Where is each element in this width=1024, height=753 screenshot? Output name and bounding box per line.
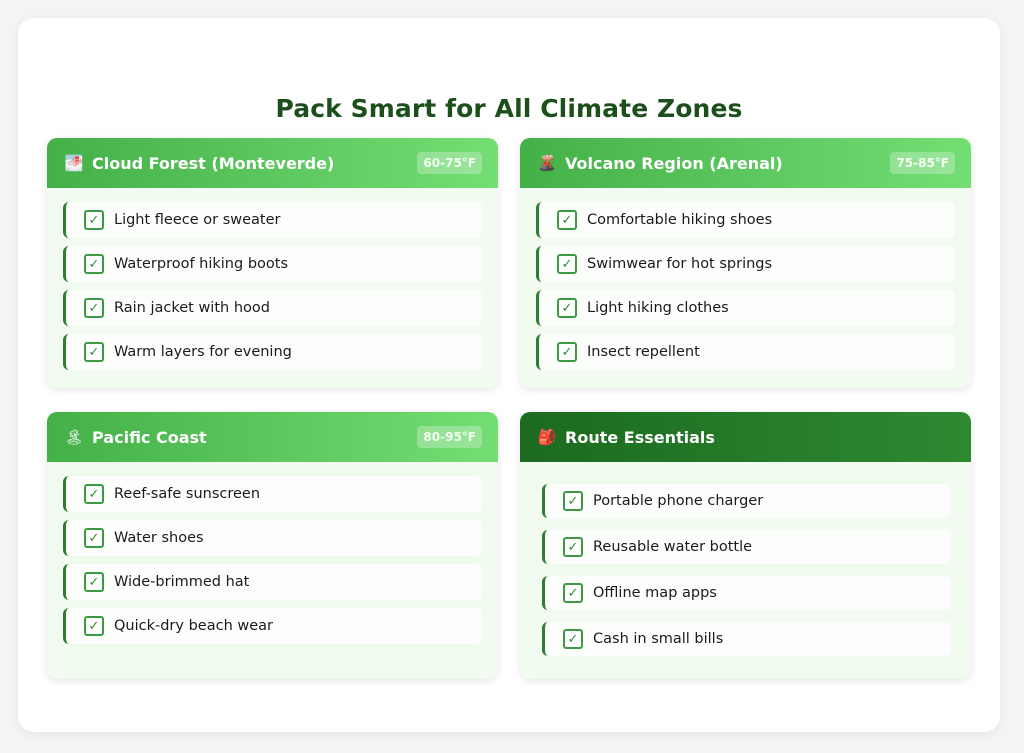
item-label: Portable phone charger [593,493,764,509]
item-label: Warm layers for evening [114,344,292,360]
item-label: Swimwear for hot springs [587,256,773,272]
checklist-item[interactable] [63,608,482,644]
checklist [47,462,498,644]
card-header [47,412,498,462]
temperature-badge: 60-75°F [417,152,482,174]
item-label: Reef-safe sunscreen [114,486,261,502]
item-label: Quick-dry beach wear [114,618,273,634]
checkbox-checked-icon[interactable]: ✓ [84,210,104,230]
checkbox-checked-icon[interactable]: ✓ [84,342,104,362]
checklist-item[interactable] [536,202,955,238]
checkbox-checked-icon[interactable]: ✓ [563,629,583,649]
checklist-item[interactable] [542,622,951,656]
item-label: Light hiking clothes [587,300,729,316]
checklist [47,188,498,370]
checklist-item[interactable] [536,246,955,282]
cloud-forest-icon: 🌁 [64,154,84,172]
card-header [520,412,971,462]
card-cloud-forest [47,138,498,388]
checklist-item[interactable] [542,530,951,564]
checkbox-checked-icon[interactable]: ✓ [84,572,104,592]
checklist [520,462,971,656]
checkbox-checked-icon[interactable]: ✓ [84,298,104,318]
item-label: Insect repellent [587,344,700,360]
temperature-badge: 75-85°F [890,152,955,174]
checklist-item[interactable] [536,290,955,326]
checkbox-checked-icon[interactable]: ✓ [557,298,577,318]
card-volcano-region [520,138,971,388]
checkbox-checked-icon[interactable]: ✓ [84,484,104,504]
item-label: Water shoes [114,530,204,546]
checkbox-checked-icon[interactable]: ✓ [563,583,583,603]
item-label: Offline map apps [593,585,717,601]
checkbox-checked-icon[interactable]: ✓ [84,528,104,548]
card-header [47,138,498,188]
checkbox-checked-icon[interactable]: ✓ [84,616,104,636]
checklist-item[interactable] [63,564,482,600]
island-icon: 🏝 [64,428,84,446]
volcano-icon: 🌋 [537,154,557,172]
checkbox-checked-icon[interactable]: ✓ [557,342,577,362]
checklist-item[interactable] [542,576,951,610]
checkbox-checked-icon[interactable]: ✓ [84,254,104,274]
checklist-item[interactable] [63,290,482,326]
checklist-item[interactable] [63,334,482,370]
checklist-item[interactable] [536,334,955,370]
card-title: Route Essentials [565,427,715,447]
item-label: Cash in small bills [593,631,724,647]
checkbox-checked-icon[interactable]: ✓ [563,537,583,557]
page-title: Pack Smart for All Climate Zones [275,94,743,123]
backpack-icon: 🎒 [537,428,557,446]
checkbox-checked-icon[interactable]: ✓ [557,254,577,274]
item-label: Rain jacket with hood [114,300,270,316]
item-label: Reusable water bottle [593,539,753,555]
checklist-item[interactable] [63,476,482,512]
card-title: Volcano Region (Arenal) [565,153,783,173]
checkbox-checked-icon[interactable]: ✓ [557,210,577,230]
card-title: Cloud Forest (Monteverde) [92,153,335,173]
card-title: Pacific Coast [92,427,207,447]
checklist-item[interactable] [63,202,482,238]
card-route-essentials [520,412,971,679]
item-label: Waterproof hiking boots [114,256,288,272]
item-label: Light fleece or sweater [114,212,281,228]
card-header [520,138,971,188]
item-label: Comfortable hiking shoes [587,212,773,228]
card-pacific-coast [47,412,498,679]
checklist [520,188,971,370]
packing-list-panel [18,18,1000,732]
item-label: Wide-brimmed hat [114,574,250,590]
checklist-item[interactable] [542,484,951,518]
temperature-badge: 80-95°F [417,426,482,448]
checklist-item[interactable] [63,520,482,556]
checkbox-checked-icon[interactable]: ✓ [563,491,583,511]
checklist-item[interactable] [63,246,482,282]
